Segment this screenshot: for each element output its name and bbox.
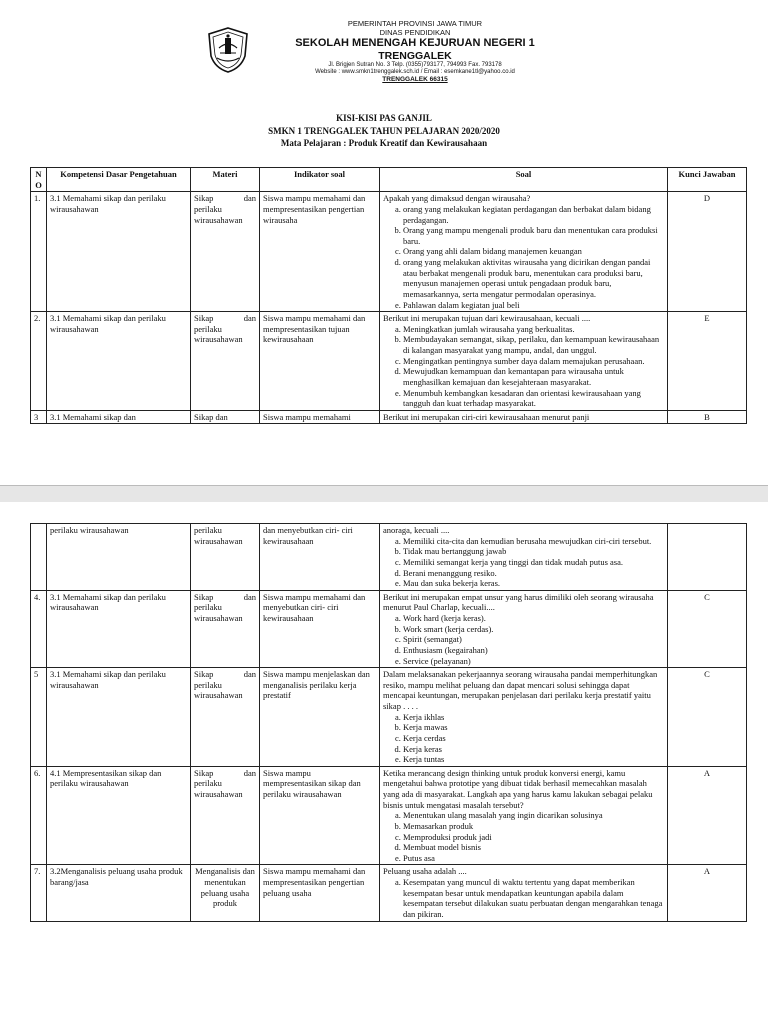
cell-materi: Sikap dan perilaku wirausahawan bbox=[191, 312, 260, 411]
answer-option: c. Spirit (semangat) bbox=[403, 634, 664, 645]
cell-materi: Menganalisis dan menentukan peluang usaha produk bbox=[191, 865, 260, 921]
school-address: Jl. Brigjen Sutran No. 3 Telp. (0355)793177, 794993 Fax. 793178 bbox=[328, 61, 502, 68]
header-soal: Soal bbox=[380, 168, 668, 192]
answer-option: b. Kerja mawas bbox=[403, 722, 664, 733]
answer-option: b. Tidak mau bertanggung jawab bbox=[403, 546, 664, 557]
question-text: Berikut ini merupakan ciri-ciri kewirausahaan menurut panji bbox=[383, 411, 590, 422]
answer-option: c. Memproduksi produk jadi bbox=[403, 832, 664, 843]
document-page-1 bbox=[0, 0, 768, 486]
cell-soal bbox=[380, 312, 668, 411]
letterhead bbox=[200, 19, 570, 83]
cell-indikator: Siswa mampu memahami dan mempresentasikan tujuan kewirausahaan bbox=[260, 312, 380, 411]
cell-kd: 3.1 Memahami sikap dan perilaku wirausahawan bbox=[47, 192, 191, 312]
answer-options bbox=[383, 877, 664, 920]
question-text: Dalam melaksanakan pekerjaannya seorang wirausaha pandai memperhitungkan resiko, mampu melihat peluang dan dapat mencari solusi sehingga dapat mencapai keuntungan, merupakan penjelasan dari perilaku kerja prestatif yaitu sikap . . . . bbox=[383, 669, 658, 711]
header-kunci: Kunci Jawaban bbox=[668, 168, 747, 192]
cell-answer-key: C bbox=[668, 590, 747, 667]
table-row bbox=[31, 668, 747, 767]
answer-option: b. Work smart (kerja cerdas). bbox=[403, 624, 664, 635]
question-text: anoraga, kecuali .... bbox=[383, 525, 450, 535]
school-name: SEKOLAH MENENGAH KEJURUAN NEGERI 1 bbox=[295, 37, 535, 50]
cell-materi: Sikap dan perilaku wirausahawan bbox=[191, 766, 260, 865]
cell-soal bbox=[380, 668, 668, 767]
answer-options bbox=[383, 712, 664, 765]
answer-option: e. Kerja tuntas bbox=[403, 754, 664, 765]
answer-option: d. Kerja keras bbox=[403, 744, 664, 755]
cell-soal bbox=[380, 590, 668, 667]
cell-soal bbox=[380, 524, 668, 591]
cell-kd: 3.1 Memahami sikap dan perilaku wirausahawan bbox=[47, 668, 191, 767]
school-city: TRENGGALEK bbox=[378, 49, 452, 62]
cell-no: 6. bbox=[31, 766, 47, 865]
answer-option: c. Memiliki semangat kerja yang tinggi dan tidak mudah putus asa. bbox=[403, 557, 664, 568]
cell-kd: perilaku wirausahawan bbox=[47, 524, 191, 591]
answer-options bbox=[383, 204, 664, 310]
answer-option: c. Orang yang ahli dalam bidang manajemen keuangan bbox=[403, 246, 664, 257]
answer-options bbox=[383, 324, 664, 409]
answer-option: e. Pahlawan dalam kegiatan jual beli bbox=[403, 300, 664, 311]
answer-option: d. Enthusiasm (kegairahan) bbox=[403, 645, 664, 656]
cell-kd: 3.2Menganalisis peluang usaha produk barang/jasa bbox=[47, 865, 191, 921]
cell-soal bbox=[380, 865, 668, 921]
cell-soal bbox=[380, 410, 668, 424]
question-text: Apakah yang dimaksud dengan wirausaha? bbox=[383, 193, 531, 204]
answer-option: a. Kesempatan yang muncul di waktu tertentu yang dapat memberikan kesempatan besar untuk mendapatkan keuntungan apabila dalam kesempatan tersebut dilakukan suatu perbuatan dengan mengarahkan tenaga dan pikiran. bbox=[403, 877, 664, 920]
cell-answer-key: E bbox=[668, 312, 747, 411]
cell-kd: 3.1 Memahami sikap dan perilaku wirausahawan bbox=[47, 312, 191, 411]
cell-soal bbox=[380, 766, 668, 865]
cell-answer-key: B bbox=[668, 410, 747, 424]
answer-options bbox=[383, 810, 664, 863]
header-indikator: Indikator soal bbox=[260, 168, 380, 192]
title-line-2: SMKN 1 TRENGGALEK TAHUN PELAJARAN 2020/2020 bbox=[268, 125, 500, 136]
table-row bbox=[31, 312, 747, 411]
school-website: Website : www.smkn1trenggalek.sch.id / Email : esemkane1tl@yahoo.co.id bbox=[315, 68, 515, 75]
answer-option: d. orang yang melakukan aktivitas wirausaha yang dicirikan dengan pandai atau berbakat mengenali produk baru, menentukan cara produksi baru, menyusun manajemen operasi untuk pengadaan produk baru, memasarkannya, serta mengatur permodalan operasinya. bbox=[403, 257, 664, 300]
cell-no: 5 bbox=[31, 668, 47, 767]
title-line-3: Mata Pelajaran : Produk Kreatif dan Kewirausahaan bbox=[280, 138, 488, 149]
table-row bbox=[31, 865, 747, 921]
header-kd: Kompetensi Dasar Pengetahuan bbox=[47, 168, 191, 192]
cell-indikator: dan menyebutkan ciri- ciri kewirausahaan bbox=[260, 524, 380, 591]
answer-option: d. Berani menanggung resiko. bbox=[403, 568, 664, 579]
cell-indikator: Siswa mampu memahami dan menyebutkan ciri- ciri kewirausahaan bbox=[260, 590, 380, 667]
letterhead-line-1: PEMERINTAH PROVINSI JAWA TIMUR bbox=[347, 19, 483, 28]
cell-no bbox=[31, 524, 47, 591]
answer-option: b. Orang yang mampu mengenali produk baru dan menentukan cara produksi baru. bbox=[403, 225, 664, 246]
cell-indikator: Siswa mampu mempresentasikan sikap dan perilaku wirausahawan bbox=[260, 766, 380, 865]
province-emblem-icon bbox=[205, 26, 251, 74]
page-separator bbox=[0, 486, 768, 502]
cell-no: 4. bbox=[31, 590, 47, 667]
answer-option: a. Meningkatkan jumlah wirausaha yang berkualitas. bbox=[403, 324, 664, 335]
kisi-kisi-table-page-1 bbox=[30, 167, 747, 424]
answer-option: e. Mau dan suka bekerja keras. bbox=[403, 578, 664, 589]
cell-indikator: Siswa mampu memahami dan mempresentasikan pengertian peluang usaha bbox=[260, 865, 380, 921]
title-line-1: KISI-KISI PAS GANJIL bbox=[336, 113, 432, 123]
cell-kd: 3.1 Memahami sikap dan perilaku wirausahawan bbox=[47, 590, 191, 667]
answer-option: c. Kerja cerdas bbox=[403, 733, 664, 744]
table-row bbox=[31, 766, 747, 865]
cell-answer-key: A bbox=[668, 865, 747, 921]
answer-options bbox=[383, 613, 664, 666]
answer-option: e. Putus asa bbox=[403, 853, 664, 864]
cell-indikator: Siswa mampu memahami dan mempresentasikan pengertian wirausaha bbox=[260, 192, 380, 312]
cell-no: 3 bbox=[31, 410, 47, 424]
answer-option: a. Kerja ikhlas bbox=[403, 712, 664, 723]
cell-materi: Sikap dan perilaku wirausahawan bbox=[191, 668, 260, 767]
cell-kd: 4.1 Mempresentasikan sikap dan perilaku wirausahawan bbox=[47, 766, 191, 865]
document-page-2 bbox=[0, 503, 768, 1024]
cell-materi: Sikap dan perilaku wirausahawan bbox=[191, 192, 260, 312]
cell-no: 2. bbox=[31, 312, 47, 411]
cell-no: 7. bbox=[31, 865, 47, 921]
cell-materi: Sikap dan perilaku wirausahawan bbox=[191, 590, 260, 667]
table-row bbox=[31, 590, 747, 667]
letterhead-line-2: DINAS PENDIDIKAN bbox=[379, 27, 451, 37]
cell-indikator: Siswa mampu memahami bbox=[260, 410, 380, 424]
cell-soal bbox=[380, 192, 668, 312]
answer-option: b. Membudayakan semangat, sikap, perilaku, dan kemampuan kewirausahaan di kalangan masyarakat yang mampu, andal, dan unggul. bbox=[403, 334, 664, 355]
school-postcode: TRENGGALEK 66315 bbox=[382, 75, 448, 83]
answer-option: b. Memasarkan produk bbox=[403, 821, 664, 832]
cell-answer-key bbox=[668, 524, 747, 591]
cell-answer-key: A bbox=[668, 766, 747, 865]
answer-option: e. Service (pelayanan) bbox=[403, 656, 664, 667]
cell-materi: Sikap dan bbox=[191, 410, 260, 424]
cell-kd: 3.1 Memahami sikap dan bbox=[47, 410, 191, 424]
question-text: Berikut ini merupakan empat unsur yang harus dimiliki oleh seorang wirausaha menurut Paul Charlap, kecuali.... bbox=[383, 591, 654, 613]
table-header-row bbox=[31, 168, 747, 192]
table-row bbox=[31, 410, 747, 424]
cell-indikator: Siswa mampu menjelaskan dan menganalisis perilaku kerja prestatif bbox=[260, 668, 380, 767]
answer-option: d. Mewujudkan kemampuan dan kemantapan para wirausaha untuk menghasilkan kemajuan dan kesejahteraan masyarakat. bbox=[403, 366, 664, 387]
header-no: N O bbox=[31, 168, 47, 192]
header-materi: Materi bbox=[191, 168, 260, 192]
answer-option: e. Menumbuh kembangkan kesadaran dan orientasi kewirausahaan yang tangguh dan kuat terhadap masyarakat. bbox=[403, 388, 664, 409]
answer-option: c. Mengingatkan pentingnya sumber daya dalam memajukan perusahaan. bbox=[403, 356, 664, 367]
answer-options bbox=[383, 536, 664, 589]
question-text: Berikut ini merupakan tujuan dari kewirausahaan, kecuali .... bbox=[383, 313, 591, 324]
answer-option: a. Menentukan ulang masalah yang ingin dicarikan solusinya bbox=[403, 810, 664, 821]
question-text: Ketika merancang design thinking untuk produk konversi energi, kamu mengetahui bahwa prototipe yang dibuat tidak berhasil memecahkan masalah yang ada di masyarakat. Langkah apa yang harus kamu lakukan sebagai pelaku bisnis untuk mengatasi masalah tersebut? bbox=[383, 767, 653, 810]
answer-option: d. Membuat model bisnis bbox=[403, 842, 664, 853]
question-text: Peluang usaha adalah .... bbox=[383, 866, 467, 877]
answer-option: a. Work hard (kerja keras). bbox=[403, 613, 664, 624]
cell-no: 1. bbox=[31, 192, 47, 312]
table-row bbox=[31, 524, 747, 591]
answer-option: a. orang yang melakukan kegiatan perdagangan dan berbakat dalam bidang perdagangan. bbox=[403, 204, 664, 225]
cell-answer-key: D bbox=[668, 192, 747, 312]
kisi-kisi-table-page-2 bbox=[30, 523, 747, 922]
document-title bbox=[0, 112, 768, 150]
answer-option: a. Memiliki cita-cita dan kemudian berusaha mewujudkan ciri-ciri tersebut. bbox=[403, 536, 664, 547]
cell-materi: perilaku wirausahawan bbox=[191, 524, 260, 591]
cell-answer-key: C bbox=[668, 668, 747, 767]
table-row bbox=[31, 192, 747, 312]
